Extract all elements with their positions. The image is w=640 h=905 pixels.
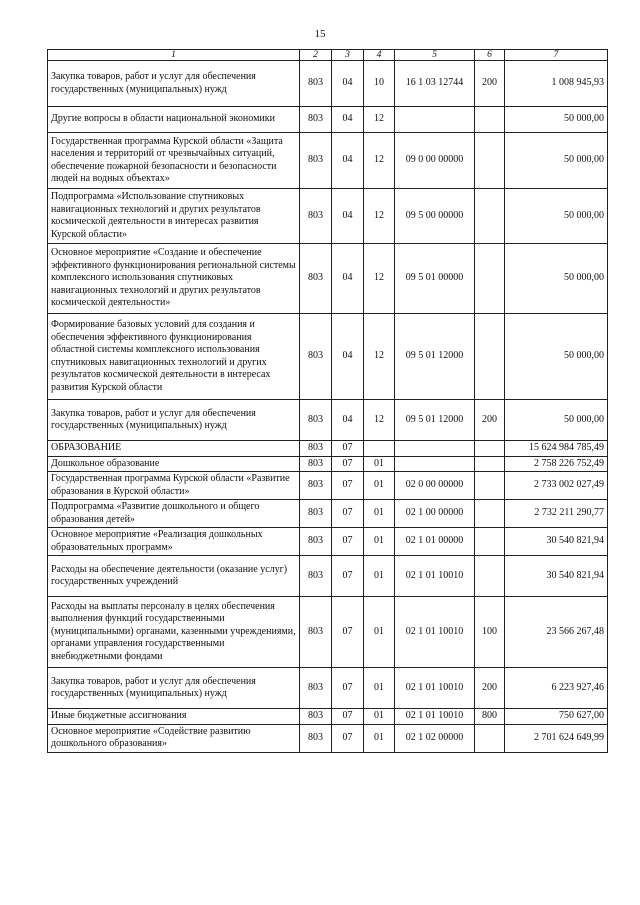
row-target-article: 09 5 01 00000 <box>395 244 475 314</box>
row-section: 04 <box>332 400 364 441</box>
row-subsection: 01 <box>364 556 395 597</box>
row-section: 07 <box>332 668 364 709</box>
row-name: Подпрограмма «Развитие дошкольного и общего образования детей» <box>48 500 300 528</box>
row-subsection: 12 <box>364 400 395 441</box>
row-name: Другие вопросы в области национальной экономики <box>48 107 300 133</box>
row-amount: 1 008 945,93 <box>505 61 608 107</box>
col-header-section: 3 <box>332 50 364 61</box>
row-target-article: 02 1 02 00000 <box>395 724 475 752</box>
row-name: Основное мероприятие «Содействие развитию дошкольного образования» <box>48 724 300 752</box>
row-target-article: 09 5 01 12000 <box>395 400 475 441</box>
row-name: Иные бюджетные ассигнования <box>48 709 300 725</box>
table-row <box>48 400 608 441</box>
row-amount: 50 000,00 <box>505 107 608 133</box>
row-expense-type <box>475 528 505 556</box>
row-section: 07 <box>332 709 364 725</box>
row-expense-type: 200 <box>475 61 505 107</box>
row-grbs: 803 <box>300 61 332 107</box>
row-section: 07 <box>332 528 364 556</box>
row-expense-type <box>475 472 505 500</box>
row-name: Дошкольное образование <box>48 456 300 472</box>
row-section: 04 <box>332 244 364 314</box>
table-row <box>48 472 608 500</box>
row-name: Государственная программа Курской области «Защита населения и территорий от чрезвычайных ситуаций, обеспечение пожарной безопасности и безопасности людей на водных объектах» <box>48 133 300 189</box>
row-grbs: 803 <box>300 441 332 457</box>
row-target-article: 02 1 01 10010 <box>395 597 475 668</box>
row-target-article: 02 0 00 00000 <box>395 472 475 500</box>
row-target-article <box>395 441 475 457</box>
row-expense-type <box>475 244 505 314</box>
row-target-article: 16 1 03 12744 <box>395 61 475 107</box>
row-grbs: 803 <box>300 189 332 244</box>
row-amount: 30 540 821,94 <box>505 528 608 556</box>
row-section: 04 <box>332 61 364 107</box>
row-name: ОБРАЗОВАНИЕ <box>48 441 300 457</box>
col-header-expense-type: 6 <box>475 50 505 61</box>
row-grbs: 803 <box>300 528 332 556</box>
row-expense-type <box>475 724 505 752</box>
row-target-article <box>395 456 475 472</box>
table-row <box>48 441 608 457</box>
row-expense-type: 200 <box>475 400 505 441</box>
row-section: 04 <box>332 314 364 400</box>
row-grbs: 803 <box>300 133 332 189</box>
row-grbs: 803 <box>300 597 332 668</box>
row-amount: 50 000,00 <box>505 400 608 441</box>
row-subsection: 12 <box>364 107 395 133</box>
row-subsection: 01 <box>364 528 395 556</box>
row-expense-type <box>475 556 505 597</box>
row-subsection: 01 <box>364 500 395 528</box>
row-section: 07 <box>332 456 364 472</box>
row-expense-type <box>475 107 505 133</box>
row-expense-type <box>475 441 505 457</box>
row-section: 07 <box>332 556 364 597</box>
table-row <box>48 597 608 668</box>
row-section: 07 <box>332 724 364 752</box>
table-row <box>48 107 608 133</box>
row-grbs: 803 <box>300 107 332 133</box>
page-number: 15 <box>314 28 326 40</box>
row-subsection: 01 <box>364 597 395 668</box>
row-grbs: 803 <box>300 668 332 709</box>
row-subsection: 01 <box>364 724 395 752</box>
row-expense-type <box>475 133 505 189</box>
row-section: 04 <box>332 133 364 189</box>
row-grbs: 803 <box>300 400 332 441</box>
table-row <box>48 709 608 725</box>
row-section: 04 <box>332 107 364 133</box>
row-subsection: 01 <box>364 472 395 500</box>
row-grbs: 803 <box>300 244 332 314</box>
row-subsection <box>364 441 395 457</box>
row-subsection: 10 <box>364 61 395 107</box>
table-row <box>48 456 608 472</box>
row-section: 04 <box>332 189 364 244</box>
row-grbs: 803 <box>300 500 332 528</box>
col-header-name: 1 <box>48 50 300 61</box>
row-name: Закупка товаров, работ и услуг для обеспечения государственных (муниципальных) нужд <box>48 61 300 107</box>
budget-table <box>47 49 608 753</box>
row-amount: 6 223 927,46 <box>505 668 608 709</box>
row-name: Подпрограмма «Использование спутниковых навигационных технологий и других результатов космической деятельности в интересах развития Курской области» <box>48 189 300 244</box>
row-amount: 2 701 624 649,99 <box>505 724 608 752</box>
row-subsection: 01 <box>364 456 395 472</box>
row-target-article: 09 5 01 12000 <box>395 314 475 400</box>
row-target-article: 02 1 01 10010 <box>395 668 475 709</box>
table-row <box>48 528 608 556</box>
table-row <box>48 668 608 709</box>
col-header-target-article: 5 <box>395 50 475 61</box>
row-name: Закупка товаров, работ и услуг для обеспечения государственных (муниципальных) нужд <box>48 400 300 441</box>
row-grbs: 803 <box>300 456 332 472</box>
row-expense-type: 800 <box>475 709 505 725</box>
row-subsection: 12 <box>364 244 395 314</box>
row-expense-type <box>475 189 505 244</box>
row-section: 07 <box>332 597 364 668</box>
table-row <box>48 244 608 314</box>
row-section: 07 <box>332 472 364 500</box>
row-amount: 50 000,00 <box>505 189 608 244</box>
row-expense-type <box>475 500 505 528</box>
row-amount: 750 627,00 <box>505 709 608 725</box>
row-name: Формирование базовых условий для создания и обеспечения эффективного функционирования областной системы комплексного использования спутниковых навигационных технологий и других результатов космической деятельности в интересах развития Курской области <box>48 314 300 400</box>
row-subsection: 01 <box>364 668 395 709</box>
row-target-article <box>395 107 475 133</box>
row-grbs: 803 <box>300 709 332 725</box>
row-grbs: 803 <box>300 472 332 500</box>
row-target-article: 09 0 00 00000 <box>395 133 475 189</box>
row-amount: 2 758 226 752,49 <box>505 456 608 472</box>
row-name: Расходы на обеспечение деятельности (оказание услуг) государственных учреждений <box>48 556 300 597</box>
row-expense-type <box>475 456 505 472</box>
row-amount: 23 566 267,48 <box>505 597 608 668</box>
row-name: Расходы на выплаты персоналу в целях обеспечения выполнения функций государственными (муниципальными) органами, казенными учреждениями, органами управления государственными внебюджетными фондами <box>48 597 300 668</box>
column-number-row <box>48 50 608 61</box>
row-grbs: 803 <box>300 556 332 597</box>
row-section: 07 <box>332 441 364 457</box>
row-name: Основное мероприятие «Создание и обеспечение эффективного функционирования региональной системы комплексного использования спутниковых навигационных технологий и других результатов космической деятельности» <box>48 244 300 314</box>
row-amount: 15 624 984 785,49 <box>505 441 608 457</box>
col-header-amount: 7 <box>505 50 608 61</box>
row-amount: 2 733 002 027,49 <box>505 472 608 500</box>
col-header-subsection: 4 <box>364 50 395 61</box>
row-target-article: 02 1 01 10010 <box>395 709 475 725</box>
table-row <box>48 133 608 189</box>
table-row <box>48 189 608 244</box>
row-grbs: 803 <box>300 724 332 752</box>
row-subsection: 01 <box>364 709 395 725</box>
row-amount: 50 000,00 <box>505 133 608 189</box>
table-row <box>48 314 608 400</box>
row-subsection: 12 <box>364 314 395 400</box>
row-grbs: 803 <box>300 314 332 400</box>
col-header-grbs: 2 <box>300 50 332 61</box>
table-row <box>48 61 608 107</box>
table-row <box>48 500 608 528</box>
row-subsection: 12 <box>364 189 395 244</box>
row-amount: 30 540 821,94 <box>505 556 608 597</box>
row-expense-type: 200 <box>475 668 505 709</box>
row-expense-type: 100 <box>475 597 505 668</box>
row-name: Государственная программа Курской области «Развитие образования в Курской области» <box>48 472 300 500</box>
row-amount: 50 000,00 <box>505 244 608 314</box>
row-target-article: 02 1 01 00000 <box>395 528 475 556</box>
row-amount: 2 732 211 290,77 <box>505 500 608 528</box>
row-amount: 50 000,00 <box>505 314 608 400</box>
row-target-article: 09 5 00 00000 <box>395 189 475 244</box>
table-row <box>48 556 608 597</box>
row-subsection: 12 <box>364 133 395 189</box>
row-target-article: 02 1 01 10010 <box>395 556 475 597</box>
row-name: Закупка товаров, работ и услуг для обеспечения государственных (муниципальных) нужд <box>48 668 300 709</box>
row-section: 07 <box>332 500 364 528</box>
row-expense-type <box>475 314 505 400</box>
row-name: Основное мероприятие «Реализация дошкольных образовательных программ» <box>48 528 300 556</box>
row-target-article: 02 1 00 00000 <box>395 500 475 528</box>
table-row <box>48 724 608 752</box>
